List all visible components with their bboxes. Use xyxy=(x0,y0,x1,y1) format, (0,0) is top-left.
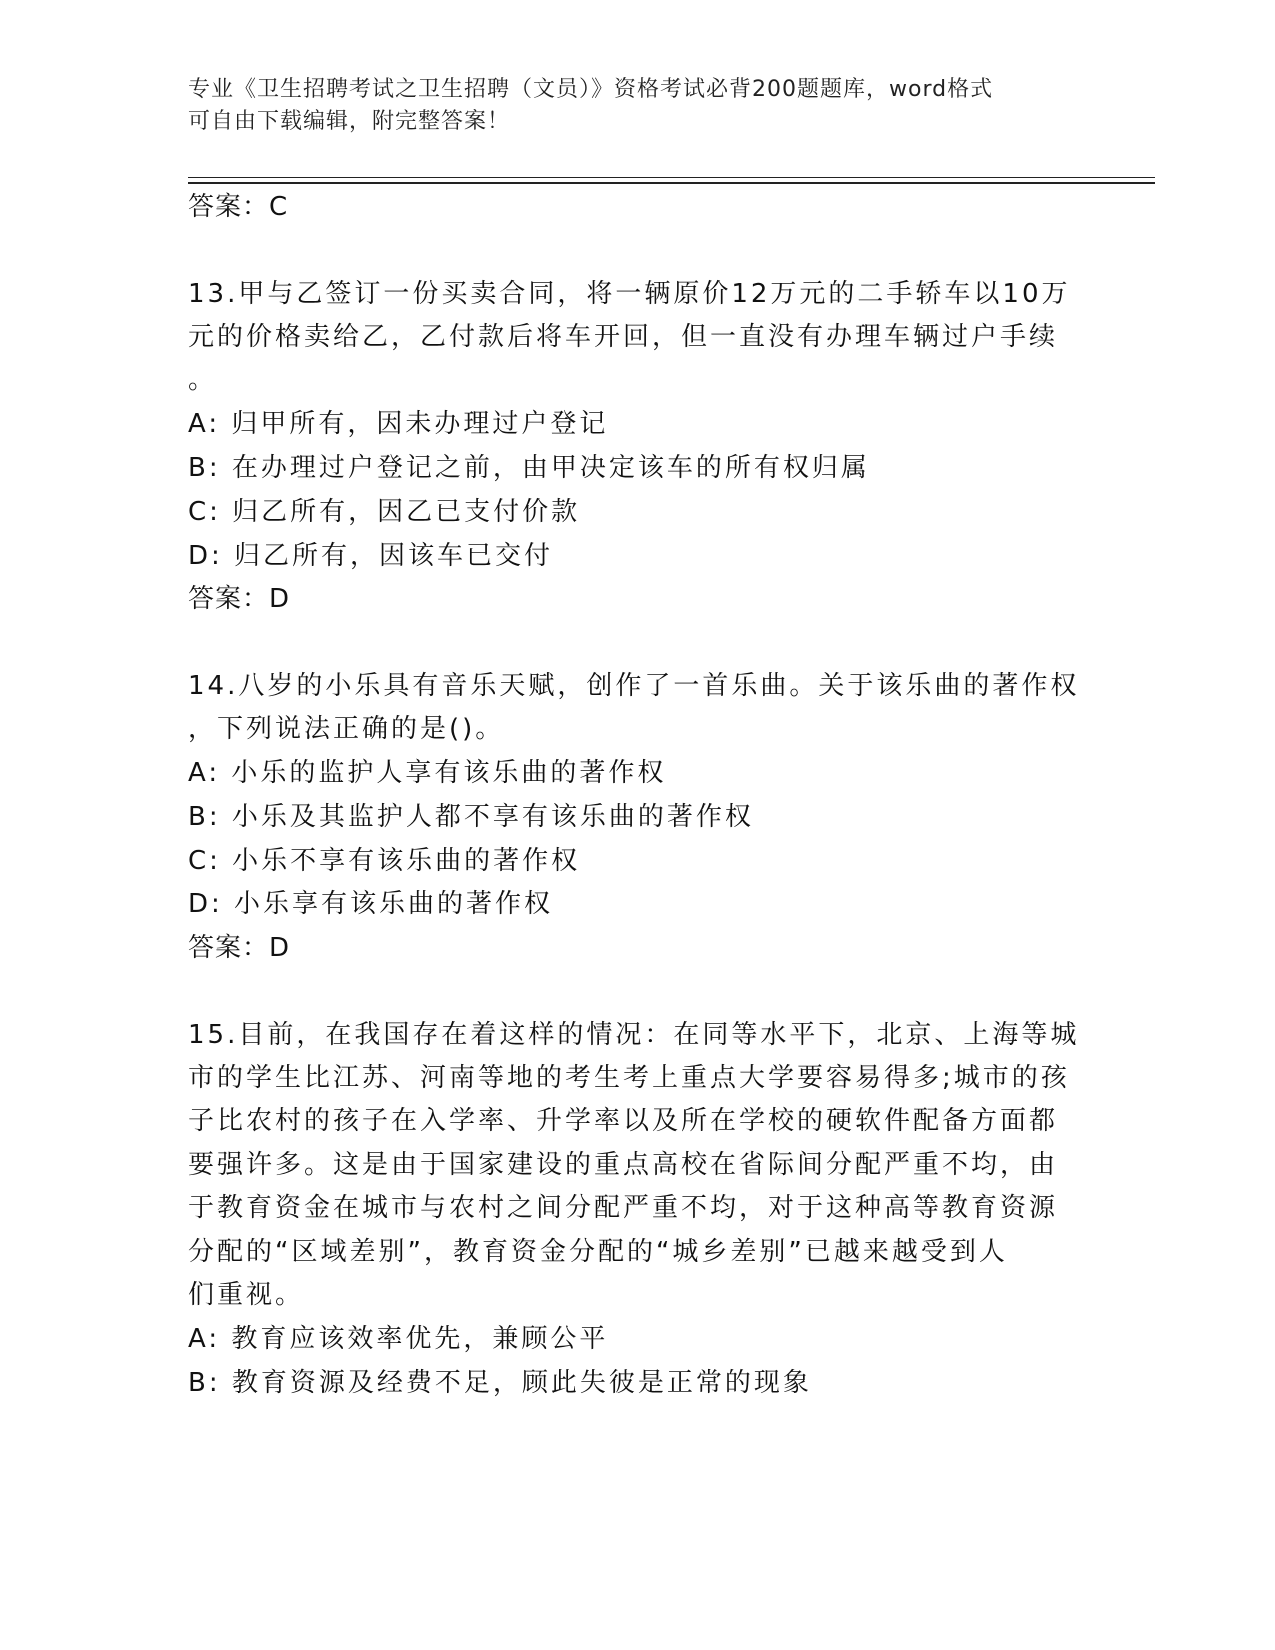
answer-13: 答案：D xyxy=(188,584,291,614)
question-14-option-b: B: 小乐及其监护人都不享有该乐曲的著作权 xyxy=(188,802,754,832)
question-14-option-d: D: 小乐享有该乐曲的著作权 xyxy=(188,889,554,919)
page-header xyxy=(188,74,1068,138)
header-divider-thick xyxy=(188,182,1155,184)
question-13-option-b: B: 在办理过户登记之前，由甲决定该车的所有权归属 xyxy=(188,453,870,483)
header-line-1: 专业《卫生招聘考试之卫生招聘（文员）》资格考试必背200题题库，word格式 xyxy=(188,77,994,102)
question-15-line-5: 于教育资金在城市与农村之间分配严重不均，对于这种高等教育资源 xyxy=(188,1193,1059,1223)
answer-14: 答案：D xyxy=(188,933,291,963)
question-13-line-1: 13.甲与乙签订一份买卖合同，将一辆原价12万元的二手轿车以10万 xyxy=(188,279,1071,309)
question-15-line-3: 子比农村的孩子在入学率、升学率以及所在学校的硬软件配备方面都 xyxy=(188,1106,1059,1136)
header-divider-thin xyxy=(188,177,1155,178)
header-line-2: 可自由下载编辑，附完整答案！ xyxy=(188,109,511,134)
question-15-option-b: B: 教育资源及经费不足，顾此失彼是正常的现象 xyxy=(188,1368,812,1398)
question-14-option-c: C: 小乐不享有该乐曲的著作权 xyxy=(188,846,581,876)
question-13-option-c: C: 归乙所有，因乙已支付价款 xyxy=(188,497,581,527)
question-13-option-a: A: 归甲所有，因未办理过户登记 xyxy=(188,409,609,439)
question-13-option-d: D: 归乙所有，因该车已交付 xyxy=(188,541,554,571)
question-13-line-2: 元的价格卖给乙，乙付款后将车开回，但一直没有办理车辆过户手续 xyxy=(188,322,1059,352)
question-15-option-a: A: 教育应该效率优先，兼顾公平 xyxy=(188,1324,609,1354)
question-15-line-4: 要强许多。这是由于国家建设的重点高校在省际间分配严重不均，由 xyxy=(188,1150,1059,1180)
question-13-line-3: 。 xyxy=(188,365,218,395)
question-15-line-2: 市的学生比江苏、河南等地的考生考上重点大学要容易得多;城市的孩 xyxy=(188,1063,1070,1093)
question-15-line-6: 分配的“区域差别”，教育资金分配的“城乡差别”已越来越受到人 xyxy=(188,1237,1008,1267)
question-14-option-a: A: 小乐的监护人享有该乐曲的著作权 xyxy=(188,758,667,788)
question-14-line-2: ，下列说法正确的是()。 xyxy=(188,714,505,744)
answer-12: 答案：C xyxy=(188,192,289,222)
question-15-line-7: 们重视。 xyxy=(188,1280,305,1310)
question-15-line-1: 15.目前，在我国存在着这样的情况：在同等水平下，北京、上海等城 xyxy=(188,1020,1080,1050)
question-14-line-1: 14.八岁的小乐具有音乐天赋，创作了一首乐曲。关于该乐曲的著作权 xyxy=(188,671,1080,701)
